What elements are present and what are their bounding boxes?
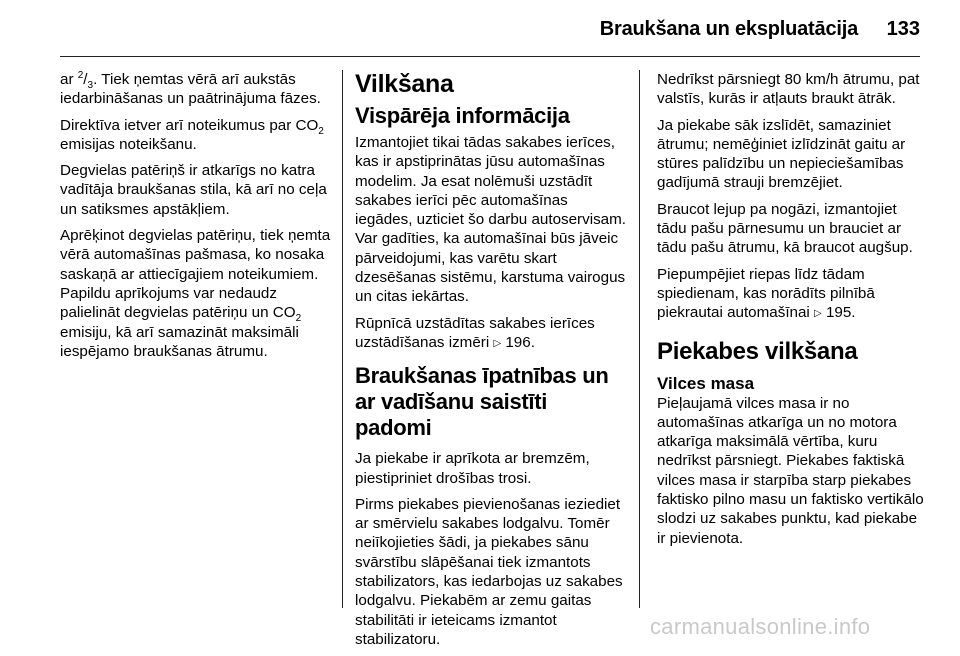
paragraph: Rūpnīcā uzstādītas sakabes ierīces uzstādīšanas izmēri ▷ 196.	[355, 314, 595, 351]
paragraph: Degvielas patēriņš ir atkarīgs no katra vadītāja braukšanas stila, kā arī no ceļa un satiksmes apstākļiem.	[60, 162, 327, 218]
paragraph: Piepumpējiet riepas līdz tādam spiedienam, kas norādīts pilnībā piekrautai automašīnai ▷ 195.	[657, 265, 875, 322]
column-2	[355, 70, 627, 656]
paragraph: Izmantojiet tikai tādas sakabes ierīces, kas ir apstiprinātas jūsu automašīnas modelim. Ja esat nolēmuši uzstādīt sakabes ierīci pēc automašīnas iegādes, uzticiet šo darbu autoservisam. Var gadīties, ka automašīnai būs jāveic pārveidojumi, kas varētu skart dzesēšanas sistēmu, karstuma vairogus un citas iekārtas.	[355, 134, 626, 306]
page-reference-icon: ▷	[493, 337, 502, 349]
section-heading: Piekabes vilkšana	[657, 337, 858, 365]
section-heading: Vispārēja informācija	[355, 103, 570, 128]
paragraph: Braucot lejup pa nogāzi, izmantojiet tādu pašu pārnesumu un brauciet ar tādu pašu ātrumu, kā braucot augšup.	[657, 200, 913, 257]
paragraph: Direktīva ietver arī noteikumus par $CO_2$ emisijas noteikšanu.	[60, 116, 324, 153]
section-title: Braukšana un ekspluatācija	[599, 18, 858, 40]
column-divider	[342, 70, 343, 608]
paragraph: Pirms piekabes pievienošanas ieziediet ar smērvielu sakabes lodgalvu. Tomēr neiīkojieties šādi, ja piekabes sānu svārstību slāpēšanai tiek izmantots stabilizators, kas iedarbojas uz sakabes lodgalvu. Piekabēm ar zemu gaitas stabilitāti ir ieteicams izmantot stabilizatoru.	[355, 495, 623, 648]
paragraph: Nedrīkst pārsniegt 80 km/h ātrumu, pat valstīs, kurās ir atļauts braukt ātrāk.	[657, 71, 920, 108]
paragraph: Pieļaujamā vilces masa ir no automašīnas atkarīga un no motora atkarīga maksimālā vērtība, kuru nedrīkst pārsniegt. Piekabes faktiskā vilces masa ir starpība starp piekabes faktisko pilno masu un faktisko vertikālo slodzi uz sakabes punktu, kad piekabe ir pievienota.	[657, 394, 924, 547]
column-divider	[639, 70, 640, 608]
watermark: carmanualsonline.info	[650, 614, 871, 639]
paragraph: Ja piekabe ir aprīkota ar bremzēm, piestipriniet drošības trosi.	[355, 450, 590, 487]
column-1	[60, 70, 332, 368]
page-number: 133	[886, 18, 920, 40]
page-reference-link[interactable]: 195.	[821, 304, 856, 322]
header-divider	[60, 56, 920, 57]
paragraph: Ja piekabe sāk izslīdēt, samaziniet ātrumu; nemēģiniet izlīdzināt gaitu ar stūres palīdzību un nepieciešamības gadījumā strauji bremzējiet.	[657, 116, 906, 192]
chapter-heading: Vilkšana	[355, 70, 454, 98]
page-header	[0, 0, 960, 56]
paragraph: ar $^2/_3$. Tiek ņemtas vērā arī aukstās iedarbināšanas un paātrinājuma fāzes.	[60, 69, 321, 108]
column-3	[657, 70, 927, 555]
page-reference-icon: ▷	[814, 308, 822, 320]
page-reference-link[interactable]: 196.	[501, 333, 535, 351]
subsection-heading: Vilces masa	[657, 373, 755, 393]
section-heading: Braukšanas īpatnības un ar vadīšanu saistīti padomi	[355, 363, 609, 441]
paragraph: Aprēķinot degvielas patēriņu, tiek ņemta vērā automašīnas pašmasa, ko nosaka saskaņā ar attiecīgajiem noteikumiem. Papildu aprīkojums var nedaudz palielināt degvielas patēriņu un $CO_2$ emisiju, kā arī samazināt maksimāli iespējamo braukšanas ātrumu.	[60, 227, 331, 360]
